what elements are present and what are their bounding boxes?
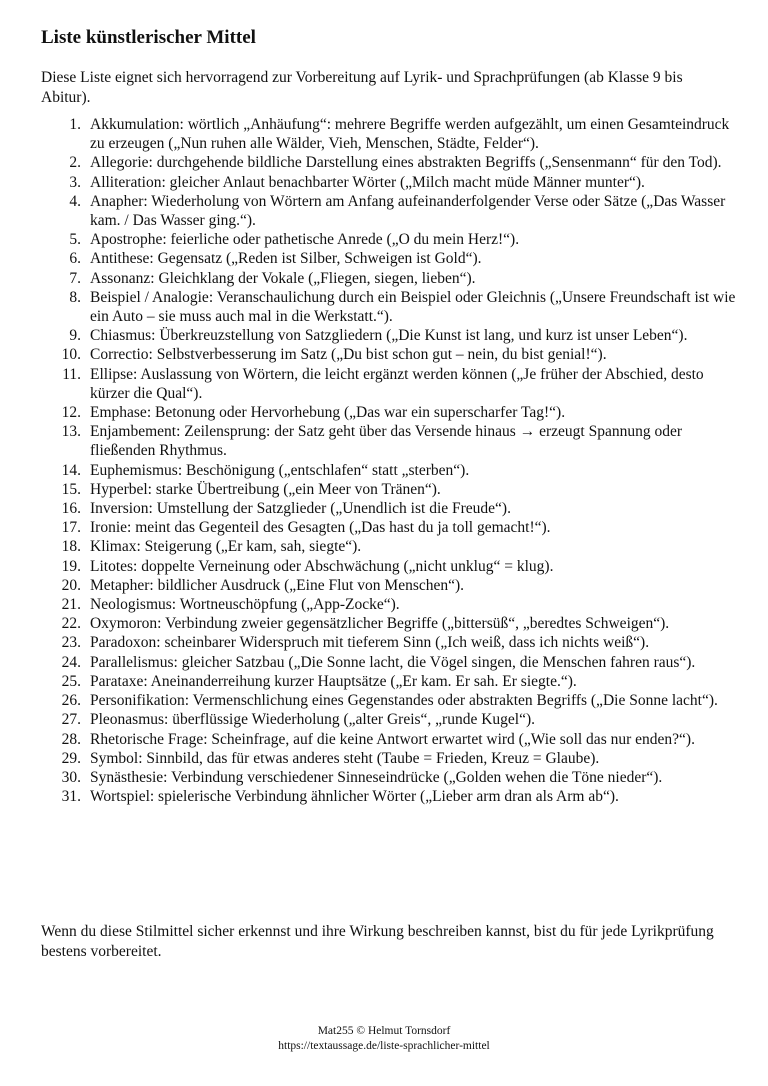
list-item [41, 518, 741, 537]
list-item-text: Synästhesie: Verbindung verschiedener Sinneseindrücke („Golden wehen die Töne nieder“). [90, 768, 663, 786]
list-item-number: 25. [61, 672, 81, 690]
intro-paragraph: Diese Liste eignet sich hervorragend zur Vorbereitung auf Lyrik- und Sprachprüfungen (ab Klasse 9 bis Abitur). [41, 69, 683, 106]
list-item [41, 710, 741, 729]
list-item-number: 7. [69, 269, 81, 287]
list-item-number: 18. [61, 538, 81, 556]
list-item [41, 326, 741, 345]
list-item [41, 672, 741, 691]
list-item [41, 480, 741, 499]
list-item-number: 12. [61, 404, 81, 422]
list-item-number: 27. [61, 711, 81, 729]
list-item [41, 288, 741, 326]
list-item-text: Anapher: Wiederholung von Wörtern am Anfang aufeinanderfolgender Verse oder Sätze („Das Wasser kam. / Das Wasser ging.“). [90, 192, 726, 230]
list-item-text: Beispiel / Analogie: Veranschaulichung durch ein Beispiel oder Gleichnis („Unsere Freundschaft ist wie ein Auto – sie muss auch mal in die Werkstatt.“). [90, 288, 736, 326]
list-item-number: 1. [69, 116, 81, 133]
list-item-text: Inversion: Umstellung der Satzglieder („Unendlich ist die Freude“). [90, 500, 511, 518]
list-item-text: Symbol: Sinnbild, das für etwas anderes steht (Taube = Frieden, Kreuz = Glaube). [90, 749, 600, 767]
list-item-text: Emphase: Betonung oder Hervorhebung („Das war ein superscharfer Tag!“). [90, 404, 566, 422]
list-item-text: Alliteration: gleicher Anlaut benachbarter Wörter („Milch macht müde Männer munter“). [90, 173, 645, 191]
list-item [41, 557, 741, 576]
list-item [41, 730, 741, 749]
list-item [41, 345, 741, 364]
list-item-text: Enjambement: Zeilensprung: der Satz geht über das Versende hinaus → erzeugt Spannung oder fließenden Rhythmus. [90, 423, 682, 460]
list-item-text: Assonanz: Gleichklang der Vokale („Fliegen, siegen, lieben“). [90, 269, 476, 287]
list-item-number: 22. [61, 615, 81, 633]
list-item-number: 26. [61, 692, 81, 710]
list-item-number: 11. [62, 365, 81, 383]
list-item [41, 249, 741, 268]
list-item [41, 153, 741, 172]
list-item-text: Oxymoron: Verbindung zweier gegensätzlicher Begriffe („bittersüß“, „beredtes Schweigen“). [90, 615, 670, 633]
list-item [41, 173, 741, 192]
list-item-text: Personifikation: Vermenschlichung eines Gegenstandes oder abstrakten Begriffs („Die Sonne lacht“). [90, 692, 718, 710]
list-item-number: 14. [61, 461, 81, 479]
list-item-number: 17. [61, 519, 81, 537]
list-item [41, 192, 741, 230]
list-item-text: Rhetorische Frage: Scheinfrage, auf die keine Antwort erwartet wird („Wie soll das nur enden?“). [90, 730, 695, 748]
list-item [41, 691, 741, 710]
list-item-number: 9. [69, 327, 81, 345]
list-item-text: Paradoxon: scheinbarer Widerspruch mit tieferem Sinn („Ich weiß, dass ich nichts weiß“). [90, 634, 650, 652]
list-item-number: 30. [61, 768, 81, 786]
page-footer [0, 1024, 768, 1054]
list-item-text: Correctio: Selbstverbesserung im Satz („Du bist schon gut – nein, du bist genial!“). [90, 346, 607, 364]
list-item-number: 5. [69, 231, 81, 249]
list-item-number: 6. [69, 250, 81, 268]
list-item-text: Allegorie: durchgehende bildliche Darstellung eines abstrakten Begriffs („Sensenmann“ für den Tod). [90, 154, 722, 172]
list-item [41, 230, 741, 249]
list-item-text: Pleonasmus: überflüssige Wiederholung („alter Greis“, „runde Kugel“). [90, 711, 536, 729]
list-item [41, 749, 741, 768]
list-item [41, 422, 741, 460]
list-item-number: 4. [69, 192, 81, 210]
list-item-text: Ellipse: Auslassung von Wörtern, die leicht ergänzt werden können („Je früher der Abschied, desto kürzer die Qual“). [90, 365, 704, 402]
list-item [41, 633, 741, 652]
list-item-text: Metapher: bildlicher Ausdruck („Eine Flut von Menschen“). [90, 576, 465, 594]
list-item-text: Litotes: doppelte Verneinung oder Abschwächung („nicht unklug“ = klug). [90, 557, 554, 575]
list-item-number: 8. [69, 288, 81, 306]
list-item-number: 23. [61, 634, 81, 652]
list-item-number: 3. [69, 173, 81, 191]
list-item-text: Antithese: Gegensatz („Reden ist Silber, Schweigen ist Gold“). [90, 250, 482, 268]
list-item-number: 13. [61, 423, 81, 441]
list-item-text: Wortspiel: spielerische Verbindung ähnlicher Wörter („Lieber arm dran als Arm ab“). [90, 788, 619, 806]
list-item [41, 768, 741, 787]
closing-paragraph: Wenn du diese Stilmittel sicher erkennst und ihre Wirkung beschreiben kannst, bist du für jede Lyrikprüfung bestens vorbereitet. [41, 923, 714, 960]
list-item-number: 28. [61, 730, 81, 748]
list-item-number: 19. [61, 557, 81, 575]
list-item-text: Euphemismus: Beschönigung („entschlafen“ statt „sterben“). [90, 461, 470, 479]
list-item-text: Klimax: Steigerung („Er kam, sah, siegte“). [90, 538, 362, 556]
page-title: Liste künstlerischer Mittel [41, 27, 256, 48]
list-item-number: 16. [61, 500, 81, 518]
list-item [41, 595, 741, 614]
list-item [41, 365, 741, 403]
stylistic-devices-list [41, 115, 741, 806]
list-item [41, 499, 741, 518]
list-item-text: Hyperbel: starke Übertreibung („ein Meer von Tränen“). [90, 480, 441, 498]
list-item-number: 29. [61, 749, 81, 767]
list-item [41, 115, 741, 153]
list-item-text: Ironie: meint das Gegenteil des Gesagten („Das hast du ja toll gemacht!“). [90, 519, 551, 537]
list-item [41, 653, 741, 672]
list-item-number: 20. [61, 576, 81, 594]
list-item-text: Akkumulation: wörtlich „Anhäufung“: mehrere Begriffe werden aufgezählt, um einen Gesamteindruck zu erzeugen („Nun ruhen alle Wälder, Vieh, Menschen, Städte, Felder“). [90, 116, 730, 153]
list-item-number: 10. [61, 346, 81, 364]
list-item-text: Parataxe: Aneinanderreihung kurzer Hauptsätze („Er kam. Er sah. Er siegte.“). [90, 672, 577, 690]
list-item [41, 614, 741, 633]
list-item [41, 269, 741, 288]
list-item-number: 21. [61, 596, 81, 614]
list-item [41, 576, 741, 595]
list-item-text: Apostrophe: feierliche oder pathetische Anrede („O du mein Herz!“). [90, 231, 520, 249]
footer-url: https://textaussage.de/liste-sprachlicher-mittel [278, 1040, 490, 1052]
list-item [41, 537, 741, 556]
list-item-number: 31. [61, 788, 81, 806]
list-item [41, 787, 741, 806]
list-item-text: Chiasmus: Überkreuzstellung von Satzgliedern („Die Kunst ist lang, und kurz ist unser Leben“). [90, 327, 688, 345]
list-item [41, 461, 741, 480]
list-item-text: Parallelismus: gleicher Satzbau („Die Sonne lacht, die Vögel singen, die Menschen fahren raus“). [90, 653, 696, 671]
list-item [41, 403, 741, 422]
list-item-number: 2. [69, 154, 81, 172]
footer-copyright: Mat255 © Helmut Tornsdorf [317, 1025, 451, 1037]
list-item-text: Neologismus: Wortneuschöpfung („App-Zocke“). [90, 596, 400, 614]
list-item-number: 24. [61, 653, 81, 671]
list-item-number: 15. [61, 480, 81, 498]
